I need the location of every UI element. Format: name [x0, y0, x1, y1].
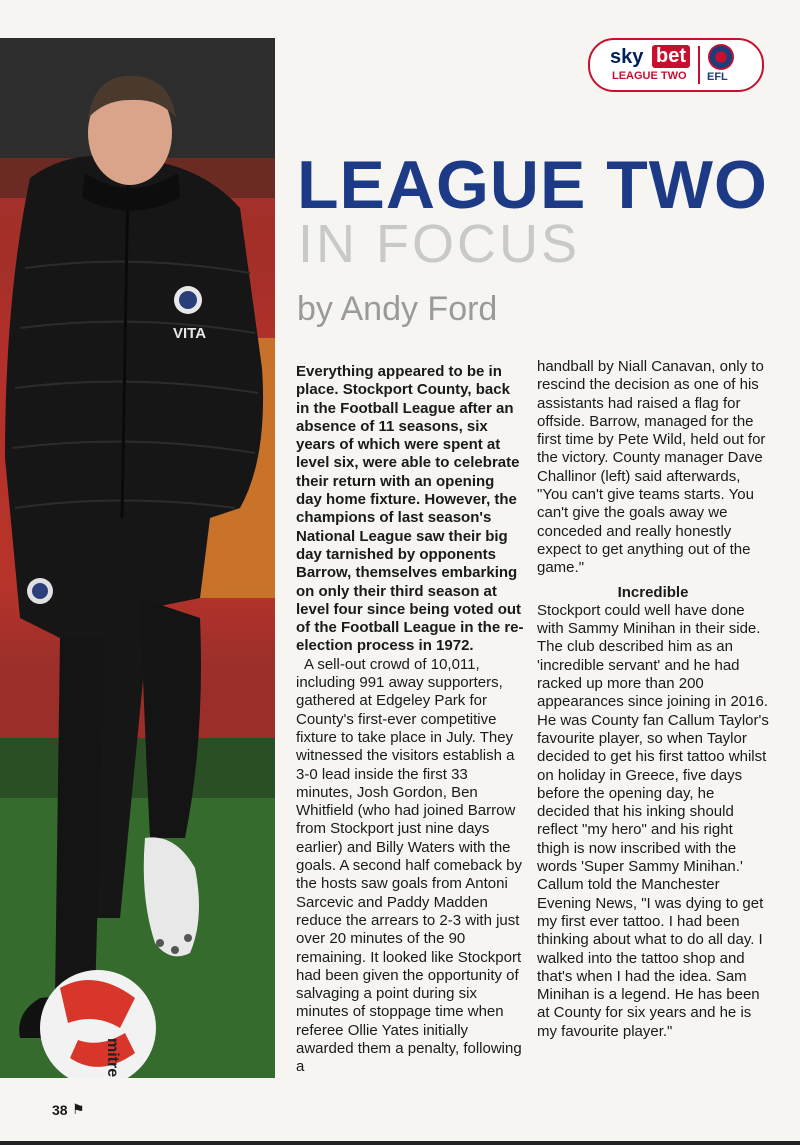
logo-league-text: LEAGUE TWO	[612, 70, 687, 82]
manager-photo-illustration	[0, 38, 275, 1078]
page-edge	[0, 1141, 800, 1145]
author-byline: by Andy Ford	[297, 290, 498, 328]
article-column-1	[296, 363, 524, 1077]
club-mark-icon: ⚑	[72, 1101, 85, 1117]
section-subheading: Incredible	[617, 583, 689, 601]
efl-crest-icon	[708, 44, 734, 70]
logo-sky-text: sky	[610, 46, 644, 68]
page-title: LEAGUE TWO	[297, 147, 768, 223]
sky-bet-league-two-logo	[588, 38, 764, 92]
body-paragraph: Stockport could well have done with Sammy Minihan in their side. The club described him as an 'incredible servant' and he had racked up more than 200 appearances since joining in 2016. He was County fan Callum Taylor's favourite player, so when Taylor decided to get his first tattoo whilst on holiday in Greece, five days before the opening day, he decided that his inking should reflect "my hero" and his right thigh is now inscribed with the words 'Super Sammy Minihan.' Callum told the Manchester Evening News, "I was dying to get my first ever tattoo. I had been thinking about what to do all day. I walked into the tattoo shop and that's when I had the idea. Sam Minihan is a legend. He has been at County for six years and he is my favourite player."	[537, 601, 769, 1040]
manager-photo	[0, 38, 275, 1078]
article-column-2	[537, 358, 769, 1041]
logo-bet-text: bet	[652, 45, 690, 68]
logo-divider	[698, 46, 700, 84]
page-subtitle: IN FOCUS	[298, 214, 581, 274]
page-number: 38	[52, 1102, 68, 1118]
lead-paragraph: Everything appeared to be in place. Stockport County, back in the Football League after an absence of 11 seasons, six years of which were spent at level six, were able to celebrate their return with an opening day home fixture. However, the champions of last season's National League saw their big day tarnished by opponents Barrow, themselves embarking on only their third season at level four since being voted out of the Football League in the re-election process in 1972.	[296, 363, 524, 655]
svg-text:mitre: mitre	[104, 1038, 121, 1078]
body-paragraph: handball by Niall Canavan, only to rescind the decision as one of his assistants had raised a flag for offside. Barrow, managed for the first time by Pete Wild, held out for the victory. County manager Dave Challinor (left) said afterwards, "You can't give teams starts. You can't give the goals away we conceded and really honestly expect to get anything out of the game."	[537, 358, 766, 577]
shirt-sponsor-text: VITA	[173, 325, 207, 342]
body-paragraph: A sell-out crowd of 10,011, including 991 away supporters, gathered at Edgeley Park for County's first-ever competitive fixture to take place in July. They witnessed the visitors establish a 3-0 lead inside the first 33 minutes, Josh Gordon, Ben Whitfield (who had joined Barrow from Stockport just nine days earlier) and Billy Waters with the goals. A second half comeback by the hosts saw goals from Antoni Sarcevic and Paddy Madden reduce the arrears to 2-3 with just over 20 minutes of the 90 remaining. It looked like Stockport had been given the opportunity of salvaging a point during six minutes of stoppage time when referee Ollie Yates initially awarded them a penalty, following a	[296, 655, 522, 1076]
logo-efl-text: EFL	[707, 71, 728, 83]
